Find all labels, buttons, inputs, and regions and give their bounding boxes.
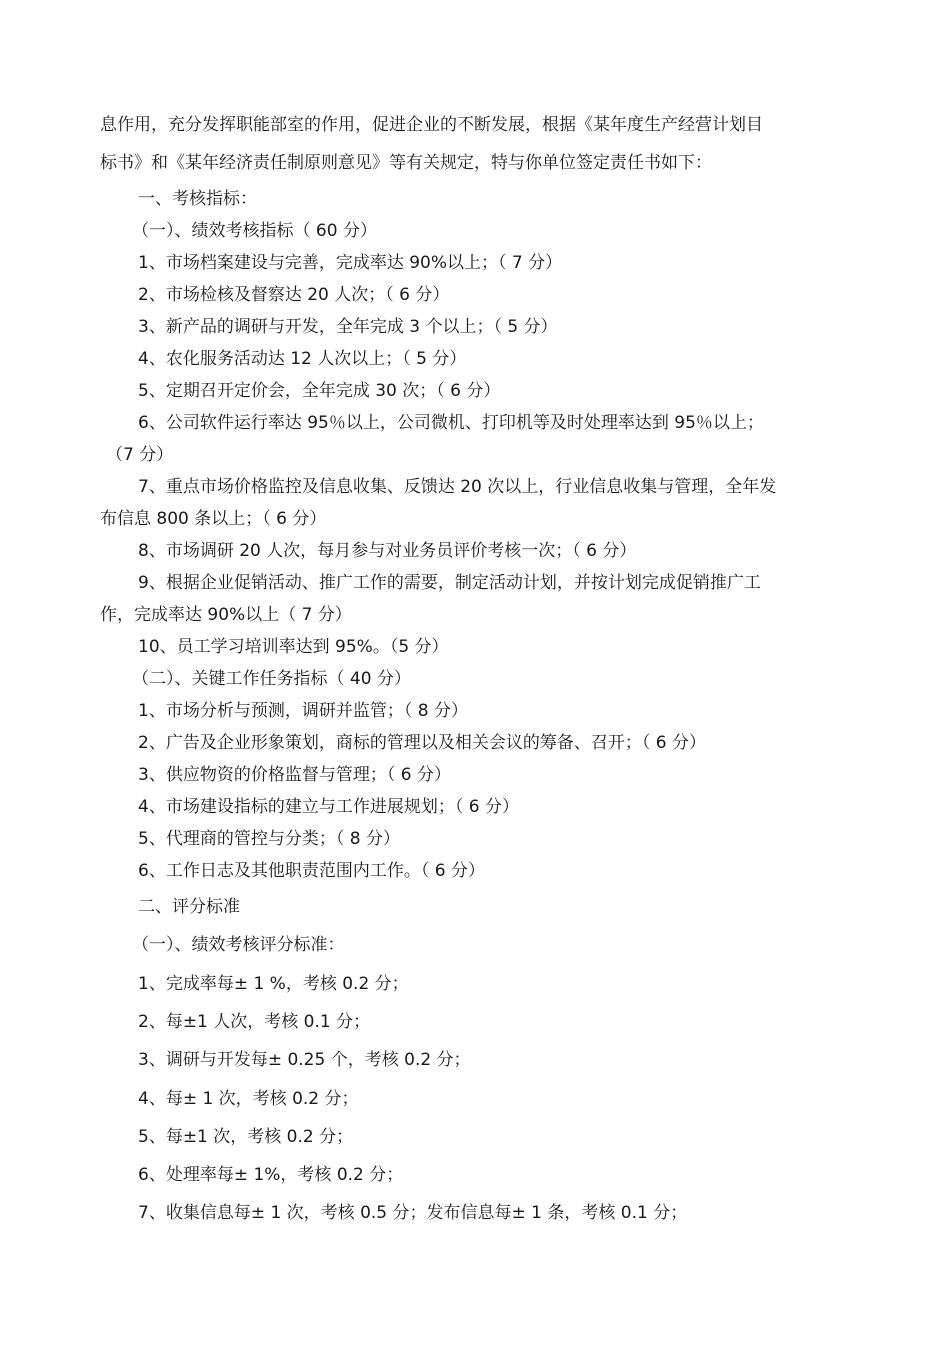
section1-part1-heading: （一）、绩效考核指标（ 60 分）: [132, 221, 377, 241]
indicator-item-10: 10、员工学习培训率达到 95%。（5 分）: [138, 637, 449, 657]
intro-line-2: 标书》和《某年经济责任制原则意见》等有关规定，特与你单位签定责任书如下：: [100, 153, 712, 173]
scoring-item-4: 4、每± 1 次，考核 0.2 分；: [138, 1089, 359, 1109]
scoring-item-5: 5、每±1 次，考核 0.2 分；: [138, 1127, 354, 1147]
intro-line-1: 息作用，充分发挥职能部室的作用，促进企业的不断发展，根据《某年度生产经营计划目: [100, 115, 763, 135]
indicator-item-7-cont: 布信息 800 条以上；（ 6 分）: [100, 509, 327, 529]
scoring-item-2: 2、每±1 人次，考核 0.1 分；: [138, 1012, 371, 1032]
indicator-item-9-cont: 作，完成率达 90%以上（ 7 分）: [100, 605, 352, 625]
task-item-1: 1、市场分析与预测，调研并监管；（ 8 分）: [138, 701, 468, 721]
task-item-6: 6、工作日志及其他职责范围内工作。（ 6 分）: [138, 861, 485, 881]
task-item-4: 4、市场建设指标的建立与工作进展规划；（ 6 分）: [138, 797, 519, 817]
task-item-5: 5、代理商的管控与分类；（ 8 分）: [138, 829, 400, 849]
indicator-item-6: 6、公司软件运行率达 95％以上，公司微机、打印机等及时处理率达到 95％以上；: [138, 413, 764, 433]
indicator-item-9: 9、根据企业促销活动、推广工作的需要，制定活动计划，并按计划完成促销推广工: [138, 573, 761, 593]
indicator-item-2: 2、市场检核及督察达 20 人次；（ 6 分）: [138, 285, 450, 305]
indicator-item-3: 3、新产品的调研与开发，全年完成 3 个以上；（ 5 分）: [138, 317, 558, 337]
scoring-item-6: 6、处理率每± 1%，考核 0.2 分；: [138, 1165, 404, 1185]
scoring-item-7: 7、收集信息每± 1 次，考核 0.5 分；发布信息每± 1 条，考核 0.1 分；: [138, 1203, 688, 1223]
indicator-item-8: 8、市场调研 20 人次，每月参与对业务员评价考核一次；（ 6 分）: [138, 541, 637, 561]
section2-heading: 二、评分标准: [138, 897, 240, 917]
task-item-3: 3、供应物资的价格监督与管理；（ 6 分）: [138, 765, 451, 785]
task-item-2: 2、广告及企业形象策划，商标的管理以及相关会议的筹备、召开；（ 6 分）: [138, 733, 706, 753]
section1-part2-heading: （二）、关键工作任务指标（ 40 分）: [132, 669, 411, 689]
indicator-item-5: 5、定期召开定价会，全年完成 30 次；（ 6 分）: [138, 381, 501, 401]
indicator-item-7: 7、重点市场价格监控及信息收集、反馈达 20 次以上，行业信息收集与管理，全年发: [138, 477, 777, 497]
indicator-item-6-cont: （7 分）: [106, 445, 174, 465]
section1-heading: 一、考核指标：: [138, 189, 257, 209]
scoring-item-3: 3、调研与开发每± 0.25 个，考核 0.2 分；: [138, 1050, 471, 1070]
scoring-item-1: 1、完成率每± 1 %，考核 0.2 分；: [138, 974, 409, 994]
indicator-item-1: 1、市场档案建设与完善，完成率达 90%以上；（ 7 分）: [138, 253, 563, 273]
indicator-item-4: 4、农化服务活动达 12 人次以上；（ 5 分）: [138, 349, 467, 369]
section2-part1-heading: （一）、绩效考核评分标准：: [132, 935, 345, 955]
